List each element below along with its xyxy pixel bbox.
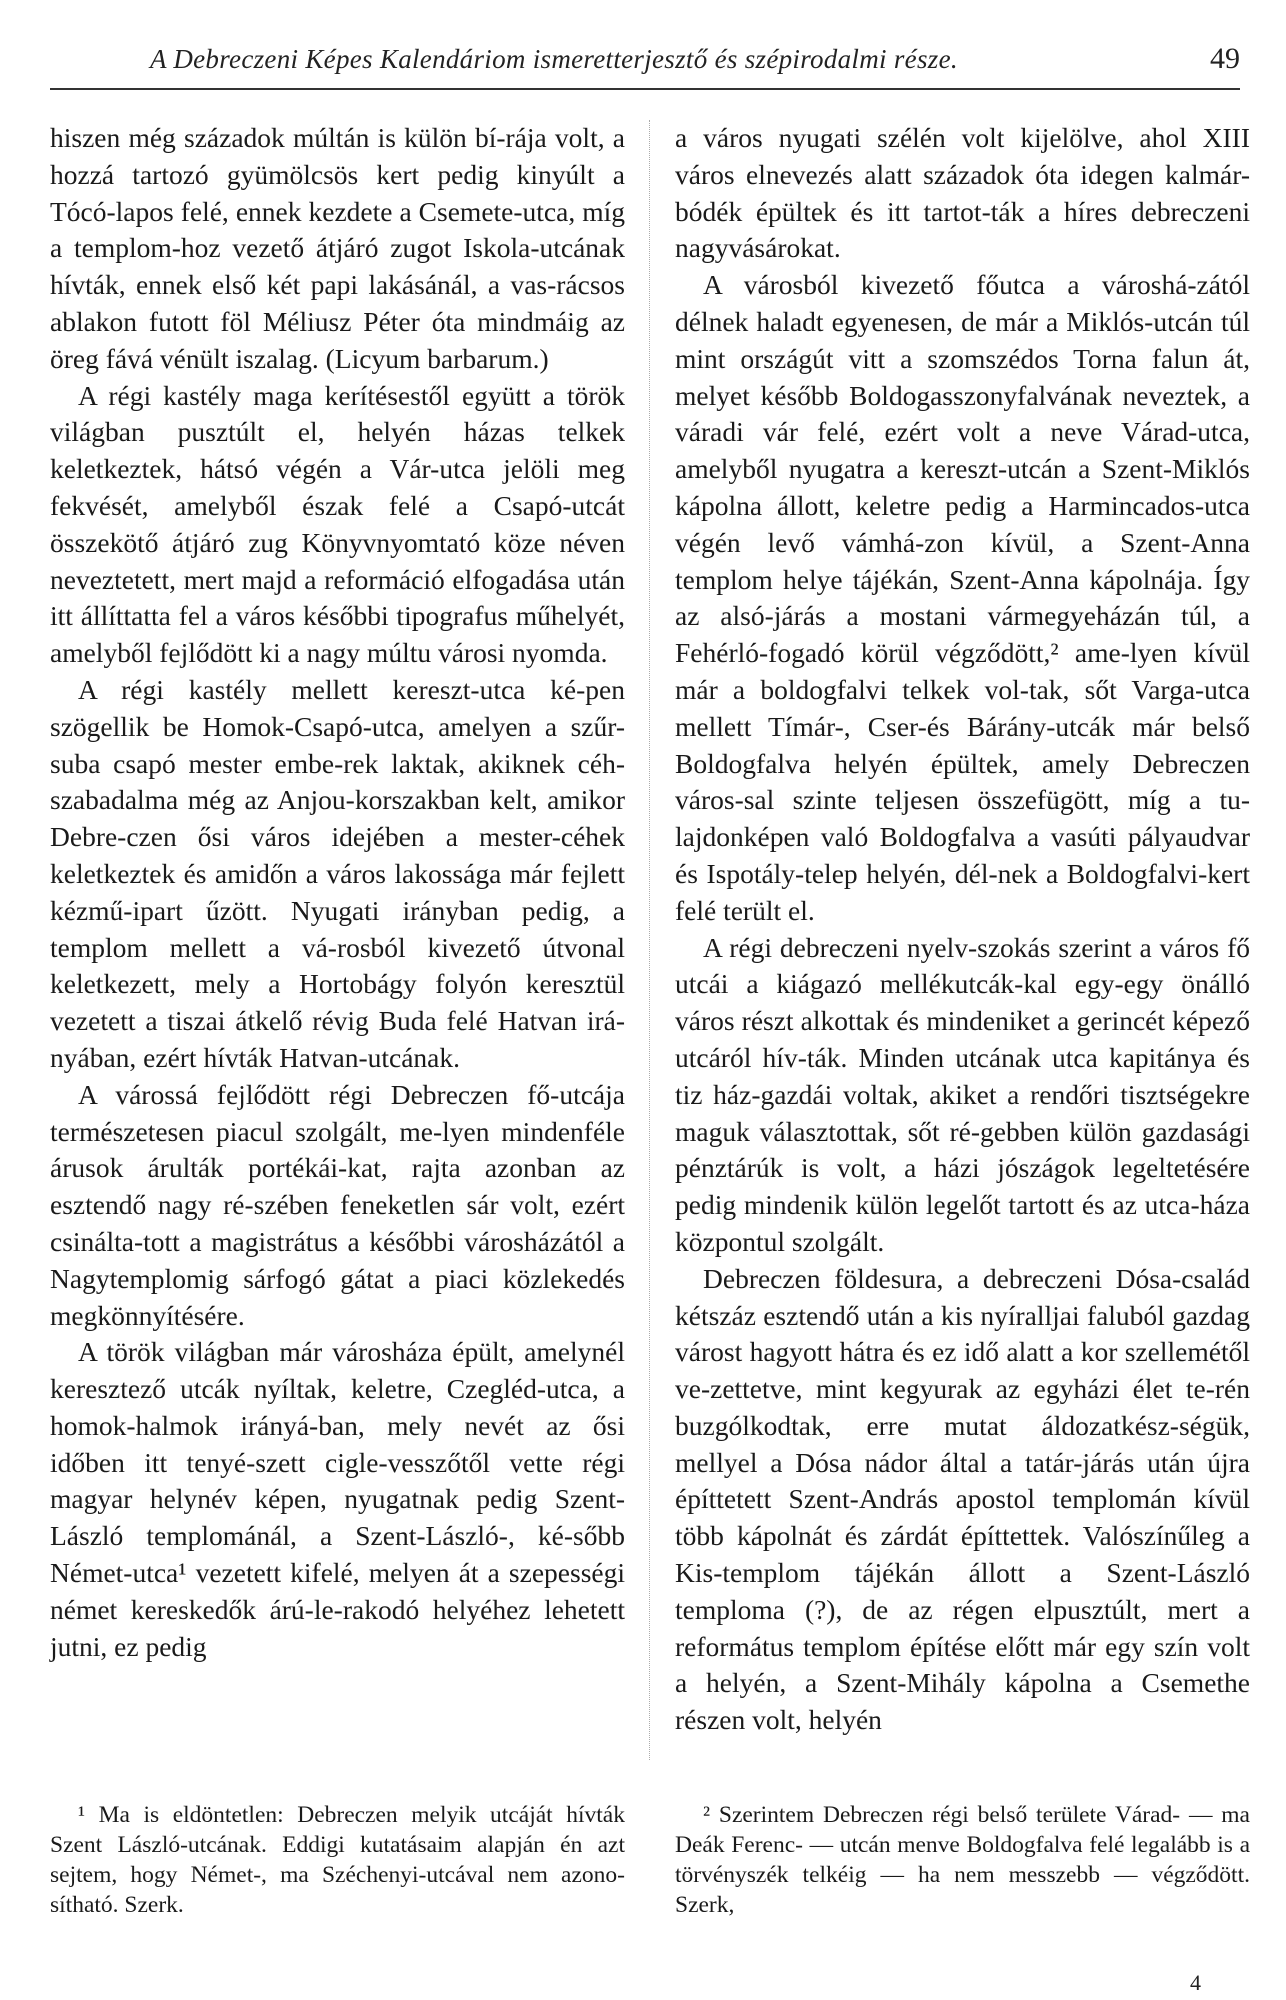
signature-mark: 4 [1190, 1970, 1201, 1995]
paragraph: A régi kastély mellett kereszt-utca ké-pen szögellik be Homok-Csapó-utca, amelyen a szűr-suba csapó mester embe-rek laktak, akiknek céh-szabadalma még az Anjou-korszakban kelt, amikor Debre-czen ősi város idejében a mester-céhek keletkeztek és amidőn a város lakossága már fejlett kézmű-ipart űzött. Nyugati irányban pedig, a templom mellett a vá-rosból kivezető útvonal keletkezett, mely a Hortobágy folyón keresztül vezetett a tiszai átkelő révig Buda felé Hatvan irá-nyában, ezért hívták Hatvan-utcának. [50, 673, 625, 1073]
column-divider [649, 120, 650, 1760]
paragraph: Debreczen földesura, a debreczeni Dósa-család kétszáz esztendő után a kis nyíralljai faluból gazdag várost hagyott hátra és ez idő alatt a kor szellemétől ve-zettetve, mint kegyurak az egyházi élet te-rén buzgólkodtak, erre mutat áldozatkész-ségük, mellyel a Dósa nádor által a tatár-járás után újra építtetett Szent-András apostol templomán kívül több kápolnát és zárdát építtettek. Valószínűleg a Kis-templom tájékán állott a Szent-László temploma (?), de az régen elpusztúlt, mert a református templom építése előtt már egy szín volt a helyén, a Szent-Mihály kápolna a Csemethe részen volt, helyén [675, 1262, 1250, 1736]
paragraph: A régi debreczeni nyelv-szokás szerint a város fő utcái a kiágazó mellékutcák-kal egy-egy önálló város részt alkottak és mindeniket a gerincét képező utcáról hív-ták. Minden utcának utca kapitánya és tiz ház-gazdái voltak, akiket a rendőri tisztségekre maguk választottak, sőt ré-gebben külön gazdasági pénztárúk is volt, a házi jószágok legeltetésére pedig mindenik külön legelőt tartott és az utca-háza központul szolgált. [675, 931, 1250, 1257]
footnote-text: ¹ Ma is eldöntetlen: Debreczen melyik utcáját hívták Szent László-utcának. Eddigi kutatásaim alapján én azt sejtem, hogy Német-, ma Széchenyi-utcával nem azono-sítható. Szerk. [50, 1802, 625, 1918]
paragraph: A városból kivezető főutca a városhá-zától délnek haladt egyenesen, de már a Miklós-utcán túl mint országút vitt a szomszédos Torna falun át, melyet később Boldogasszonyfalvának neveztek, a váradi vár felé, ezért volt a neve Várad-utca, amelyből nyugatra a kereszt-utcán a Szent-Miklós kápolna állott, keletre pedig a Harmincados-utca végén levő vámhá-zon kívül, a Szent-Anna templom helye tájékán, Szent-Anna kápolnája. Így az alsó-járás a mostani vármegyeházán túl, a Fehérló-fogadó körül végződött,² ame-lyen kívül már a boldogfalvi telkek vol-tak, sőt Varga-utca mellett Tímár-, Cser-és Bárány-utcák már belső Boldogfalva helyén épültek, amely Debreczen város-sal szinte teljesen összefügött, míg a tu-lajdonképen való Boldogfalva a vasúti pályaudvar és Ispotály-telep helyén, dél-nek a Boldogfalvi-kert felé terült el. [675, 269, 1250, 926]
footnote-text: ² Szerintem Debreczen régi belső területe Várad- — ma Deák Ferenc- — utcán menve Boldogfalva felé legalább is a törvényszék telkéig — ha nem messzebb — végződött. Szerk, [675, 1802, 1250, 1918]
footnote-left [50, 1800, 625, 1920]
paragraph: A várossá fejlődött régi Debreczen fő-utcája természetesen piacul szolgált, me-lyen mindenféle árusok árulták portékái-kat, rajta azonban az esztendő nagy ré-szében feneketlen sár volt, ezért csinálta-tott a magistrátus a későbbi városházától a Nagytemplomig sárfogó gátat a piaci közlekedés megkönnyítésére. [50, 1078, 625, 1331]
footnote-right [675, 1800, 1250, 1920]
paragraph: A régi kastély maga kerítésestől együtt a török világban pusztúlt el, helyén házas telkek keletkeztek, hátsó végén a Vár-utca jelöli meg fekvését, amelyből észak felé a Csapó-utcát összekötő átjáró zug Könyvnyomtató köze néven neveztetett, mert majd a reformáció elfogadása után itt állíttatta fel a város későbbi tipografus műhelyét, amelyből fejlődött ki a nagy múltu városi nyomda. [50, 379, 625, 669]
running-header-title: A Debreczeni Képes Kalendáriom ismeretterjesztő és szépirodalmi része. [150, 44, 958, 74]
running-header [50, 40, 1240, 90]
paragraph: hiszen még századok múltán is külön bí-rája volt, a hozzá tartozó gyümölcsös kert pedig kinyúlt a Tócó-lapos felé, ennek kezdete a Csemete-utca, míg a templom-hoz vezető átjáró zugot Iskola-utcának hívták, ennek első két papi lakásánál, a vas-rácsos ablakon futott föl Méliusz Péter óta mindmáig az öreg fává vénült iszalag. (Licyum barbarum.) [50, 122, 625, 374]
paragraph: a város nyugati szélén volt kijelölve, ahol XIII város elnevezés alatt századok óta idegen kalmár-bódék épültek és itt tartot-ták a híres debreczeni nagyvásárokat. [675, 122, 1250, 264]
page-number: 49 [1210, 42, 1240, 75]
left-column [50, 120, 625, 1665]
paragraph: A török világban már városháza épült, amelynél keresztező utcák nyíltak, keletre, Czegléd-utca, a homok-halmok irányá-ban, mely nevét az ősi időben itt tenyé-szett cigle-vesszőtől vette régi magyar helynév képen, nyugatnak pedig Szent-László templománál, a Szent-László-, ké-sőbb Német-utca¹ vezetett kifelé, melyen át a szepességi német kereskedők árú-le-rakodó helyéhez lehetett jutni, ez pedig [50, 1336, 625, 1662]
right-column [675, 120, 1250, 1739]
